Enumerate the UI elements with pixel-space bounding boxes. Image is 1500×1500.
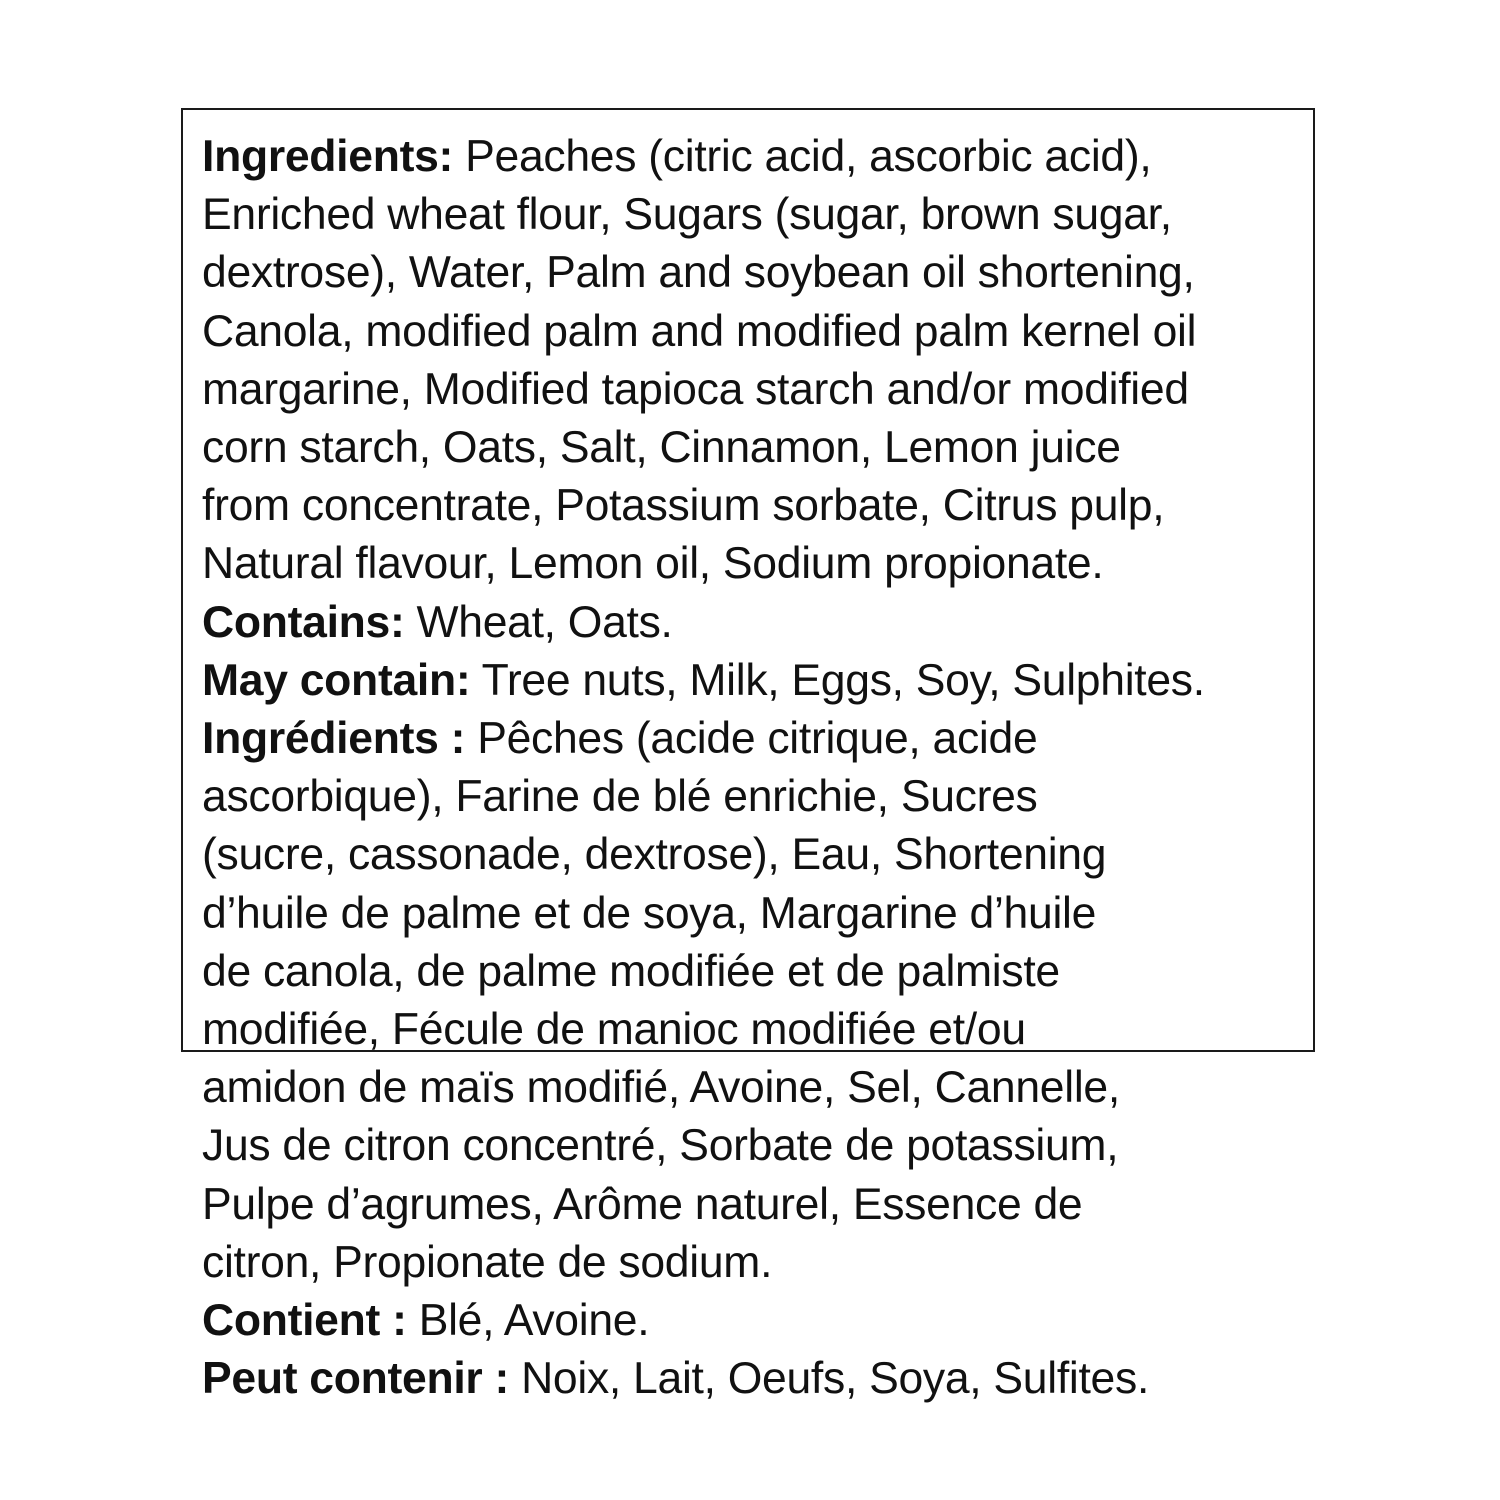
french-contains-text: Blé, Avoine.: [406, 1296, 650, 1346]
french-ingredients-line: citron, Propionate de sodium.: [202, 1237, 773, 1287]
french-ingredients-line: Pulpe d’agrumes, Arôme naturel, Essence de: [202, 1179, 1083, 1229]
english-ingredients-heading: Ingredients:: [202, 132, 454, 181]
french-may-contain-line: [202, 1350, 1313, 1408]
english-ingredients-line: dextrose), Water, Palm and soybean oil shortening,: [202, 248, 1195, 298]
english-ingredients-line: Natural flavour, Lemon oil, Sodium propionate.: [202, 539, 1104, 589]
french-ingredients-line: modifiée, Fécule de manioc modifiée et/ou: [202, 1005, 1026, 1055]
english-ingredients-line: corn starch, Oats, Salt, Cinnamon, Lemon juice: [202, 423, 1121, 473]
french-ingredients-line: Jus de citron concentré, Sorbate de potassium,: [202, 1121, 1119, 1171]
french-ingredients-line: ascorbique), Farine de blé enrichie, Sucres: [202, 772, 1038, 822]
english-contains-heading: Contains:: [202, 597, 405, 647]
french-may-contain-text: Noix, Lait, Oeufs, Soya, Sulfites.: [509, 1354, 1150, 1404]
english-may-contain-text: Tree nuts, Milk, Eggs, Soy, Sulphites.: [470, 655, 1205, 705]
english-ingredients-line: from concentrate, Potassium sorbate, Citrus pulp,: [202, 481, 1165, 531]
english-contains-line: [202, 594, 1313, 652]
ingredients-label-text: [202, 128, 1313, 1408]
english-ingredients-line: Canola, modified palm and modified palm kernel oil: [202, 306, 1197, 356]
french-ingredients-line: [202, 710, 1313, 768]
english-may-contain-heading: May contain:: [202, 655, 471, 705]
english-contains-text: Wheat, Oats.: [404, 597, 673, 647]
french-ingredients-text: Pêches (acide citrique, acide: [465, 714, 1038, 764]
english-may-contain-line: [202, 652, 1313, 710]
french-ingredients-line: (sucre, cassonade, dextrose), Eau, Shortening: [202, 830, 1107, 880]
french-may-contain-heading: Peut contenir :: [202, 1354, 510, 1404]
french-ingredients-line: d’huile de palme et de soya, Margarine d’huile: [202, 888, 1097, 938]
french-contains-line: [202, 1292, 1313, 1350]
french-contains-heading: Contient :: [202, 1296, 407, 1346]
english-ingredients-line: Enriched wheat flour, Sugars (sugar, brown sugar,: [202, 190, 1172, 240]
french-ingredients-line: de canola, de palme modifiée et de palmiste: [202, 946, 1060, 996]
french-ingredients-heading: Ingrédients :: [202, 714, 466, 764]
english-ingredients-text: Peaches (citric acid, ascorbic acid),: [453, 132, 1152, 181]
english-ingredients-line: [202, 128, 1313, 186]
english-ingredients-line: margarine, Modified tapioca starch and/or modified: [202, 364, 1189, 414]
ingredients-label-panel: [181, 108, 1315, 1404]
french-ingredients-line: amidon de maïs modifié, Avoine, Sel, Cannelle,: [202, 1063, 1120, 1113]
